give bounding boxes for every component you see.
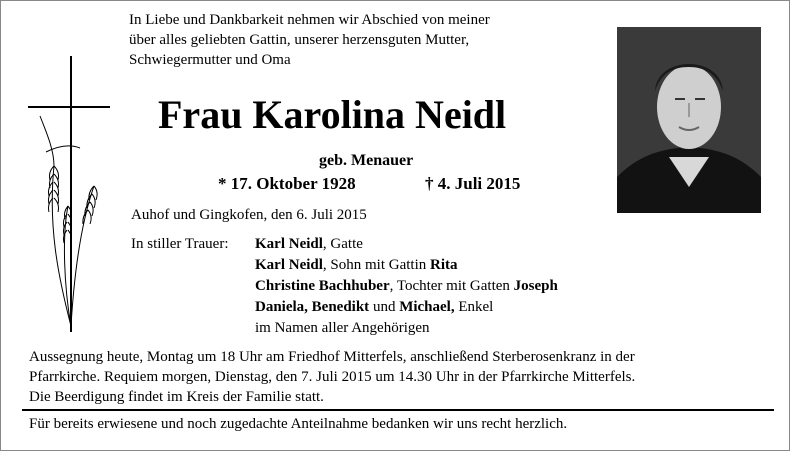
mourner-line xyxy=(255,297,558,318)
mourner-name: Karl Neidl xyxy=(255,257,323,273)
death-date: † 4. Juli 2015 xyxy=(425,174,521,193)
mourner-name: Michael, xyxy=(399,299,455,315)
portrait-photo xyxy=(617,27,761,213)
intro-line: In Liebe und Dankbarkeit nehmen wir Abschied von meiner xyxy=(129,12,490,28)
divider xyxy=(22,409,774,411)
mourners-list xyxy=(255,234,558,339)
mourner-line: im Namen aller Angehörigen xyxy=(255,320,430,336)
service-info xyxy=(29,347,779,407)
portrait-illustration xyxy=(617,27,761,213)
cross-with-wheat-icon xyxy=(28,56,128,336)
mourner-line xyxy=(255,276,558,297)
service-line: Die Beerdigung findet im Kreis der Familie statt. xyxy=(29,389,324,405)
mourner-partner: Joseph xyxy=(513,278,558,294)
mourner-line xyxy=(255,255,558,276)
mourner-partner: Rita xyxy=(430,257,458,273)
intro-line: über alles geliebten Gattin, unserer herzensguten Mutter, xyxy=(129,32,470,48)
deceased-name: Frau Karolina Neidl xyxy=(158,92,507,137)
place-date: Auhof und Gingkofen, den 6. Juli 2015 xyxy=(131,207,367,223)
mourner-relation: , Tochter mit Gatten xyxy=(389,278,514,294)
maiden-name: geb. Menauer xyxy=(319,152,414,169)
birth-date: * 17. Oktober 1928 xyxy=(218,174,356,193)
service-line: Aussegnung heute, Montag um 18 Uhr am Friedhof Mitterfels, anschließend Sterberosenkranz in der xyxy=(29,349,635,365)
mourner-name: Christine Bachhuber xyxy=(255,278,390,294)
mourner-name: Daniela, Benedikt xyxy=(255,299,370,315)
mourner-line xyxy=(255,234,558,255)
mourner-relation: Enkel xyxy=(454,299,494,315)
mourner-conjunction: und xyxy=(369,299,400,315)
mourners-label: In stiller Trauer: xyxy=(131,236,229,252)
intro-line: Schwiegermutter und Oma xyxy=(129,52,291,68)
mourner-relation: , Gatte xyxy=(322,236,363,252)
thanks-text: Für bereits erwiesene und noch zugedachte Anteilnahme bedanken wir uns recht herzlich. xyxy=(29,416,568,432)
mourner-name: Karl Neidl xyxy=(255,236,323,252)
service-line: Pfarrkirche. Requiem morgen, Dienstag, den 7. Juli 2015 um 14.30 Uhr in der Pfarrkirche Mitterfels. xyxy=(29,369,636,385)
intro-text xyxy=(129,10,490,70)
mourner-relation: , Sohn mit Gattin xyxy=(322,257,431,273)
